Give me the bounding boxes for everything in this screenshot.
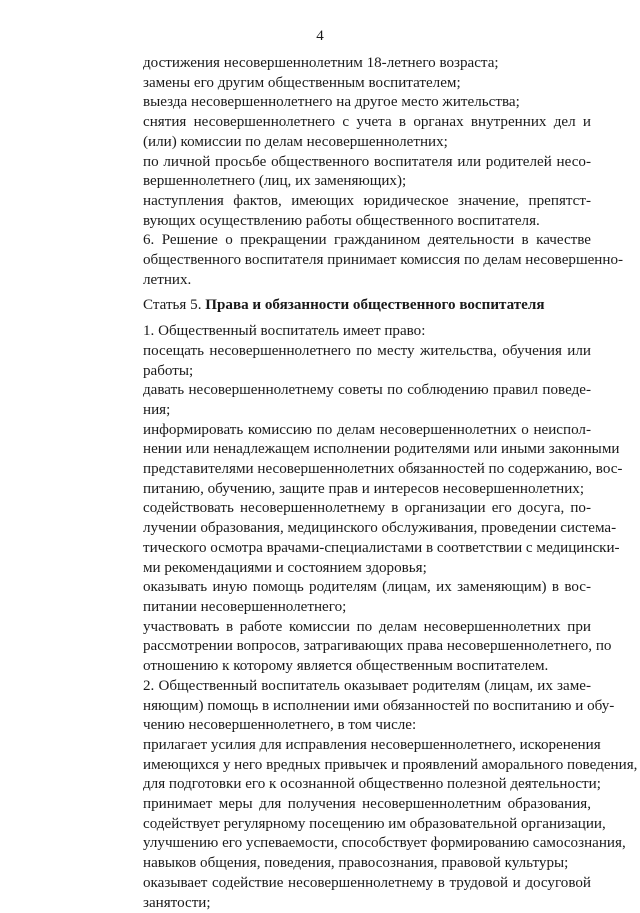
text-line: замены его другим общественным воспитателем; xyxy=(143,74,461,91)
paragraph xyxy=(104,736,638,795)
text-line: питанию, обучению, защите прав и интересов несовершеннолетних; xyxy=(143,480,585,497)
paragraph xyxy=(104,677,615,736)
text-line: выезда несовершеннолетнего на другое место жительства; xyxy=(143,94,520,111)
text-line: отношению к которому является общественным воспитателем. xyxy=(143,658,549,675)
text-line: вующих осуществлению работы общественного воспитателя. xyxy=(143,212,540,229)
paragraph xyxy=(104,153,591,192)
text-line: 1. Общественный воспитатель имеет право: xyxy=(143,323,426,340)
text-line: посещать несовершеннолетнего по месту жительства, обучения или xyxy=(143,342,591,359)
text-line: тического осмотра врачами-специалистами в соответствии с медицински- xyxy=(143,539,620,556)
paragraph xyxy=(104,74,591,94)
paragraph xyxy=(104,795,626,874)
text-line: занятости; xyxy=(143,894,211,911)
text-line: информировать комиссию по делам несовершеннолетних о неиспол- xyxy=(143,421,591,438)
paragraph xyxy=(104,54,591,74)
text-line: оказывать иную помощь родителям (лицам, их заменяющим) в вос- xyxy=(143,579,591,596)
text-line: улучшению его успеваемости, способствует формированию самосознания, xyxy=(143,835,626,852)
text-line: представителями несовершеннолетних обязанностей по содержанию, вос- xyxy=(143,461,623,478)
text-line: чению несовершеннолетнего, в том числе: xyxy=(143,717,417,734)
paragraph xyxy=(104,499,620,578)
paragraph xyxy=(104,874,591,913)
paragraph xyxy=(104,342,591,381)
text-line: лучении образования, медицинского обслуживания, проведении система- xyxy=(143,520,617,537)
text-line: оказывает содействие несовершеннолетнему в трудовой и досуговой xyxy=(143,874,591,891)
paragraph xyxy=(104,322,591,342)
paragraph xyxy=(104,381,591,420)
text-line: содействует регулярному посещению им образовательной организации, xyxy=(143,815,606,832)
paragraph xyxy=(104,231,624,290)
paragraph xyxy=(104,421,623,500)
paragraph xyxy=(104,192,591,231)
text-line: снятия несовершеннолетнего с учета в органах внутренних дел и xyxy=(143,114,591,131)
document-body xyxy=(104,54,638,913)
text-line: достижения несовершеннолетним 18-летнего возраста; xyxy=(143,55,499,71)
text-line: имеющихся у него вредных привычек и проявлений аморального поведения, xyxy=(143,756,638,773)
paragraph xyxy=(104,113,591,152)
text-line: нении или ненадлежащем исполнении родителями или иными законными xyxy=(143,441,620,458)
text-line: ми рекомендациями и состоянием здоровья; xyxy=(143,559,427,576)
section-before xyxy=(104,54,624,290)
text-line: (или) комиссии по делам несовершеннолетних; xyxy=(143,133,448,150)
section-after xyxy=(104,322,638,913)
article-heading xyxy=(104,296,591,316)
article-number: Статья 5. xyxy=(143,297,202,314)
article-title: Права и обязанности общественного воспитателя xyxy=(205,297,545,314)
text-line: содействовать несовершеннолетнему в организации его досуга, по- xyxy=(143,500,591,517)
text-line: 6. Решение о прекращении гражданином деятельности в качестве xyxy=(143,232,591,249)
text-line: общественного воспитателя принимает комиссия по делам несовершенно- xyxy=(143,252,624,269)
text-line: няющим) помощь в исполнении ими обязанностей по воспитанию и обу- xyxy=(143,697,615,714)
text-line: навыков общения, поведения, правосознания, правовой культуры; xyxy=(143,855,569,872)
text-line: летних. xyxy=(143,271,192,288)
text-line: участвовать в работе комиссии по делам несовершеннолетних при xyxy=(143,618,591,635)
paragraph xyxy=(104,618,612,677)
text-line: вершеннолетнего (лиц, их заменяющих); xyxy=(143,173,407,190)
page-number: 4 xyxy=(316,28,324,44)
text-line: 2. Общественный воспитатель оказывает родителям (лицам, их заме- xyxy=(143,677,591,694)
text-line: наступления фактов, имеющих юридическое значение, препятст- xyxy=(143,192,591,209)
text-line: ния; xyxy=(143,401,171,418)
text-line: давать несовершеннолетнему советы по соблюдению правил поведе- xyxy=(143,382,591,399)
paragraph xyxy=(104,93,591,113)
text-line: прилагает усилия для исправления несовершеннолетнего, искоренения xyxy=(143,736,601,753)
text-line: принимает меры для получения несовершеннолетним образования, xyxy=(143,796,591,813)
text-line: для подготовки его к осознанной общественно полезной деятельности; xyxy=(143,776,601,793)
text-line: по личной просьбе общественного воспитателя или родителей несо- xyxy=(143,153,591,170)
text-line: питании несовершеннолетнего; xyxy=(143,598,347,615)
paragraph xyxy=(104,578,591,617)
text-line: рассмотрении вопросов, затрагивающих права несовершеннолетнего, по xyxy=(143,638,612,655)
text-line: работы; xyxy=(143,362,194,379)
